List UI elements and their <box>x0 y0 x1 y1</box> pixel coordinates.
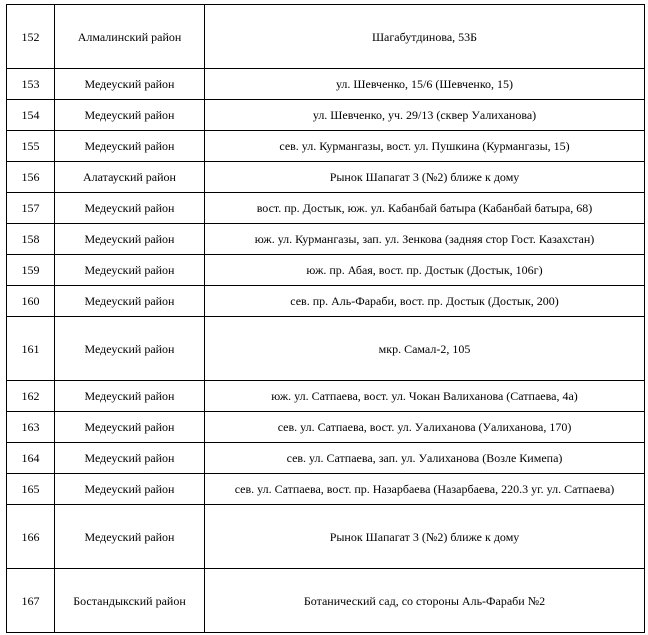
table-row <box>7 5 645 69</box>
address-cell: Шагабутдинова, 53Б <box>205 5 645 69</box>
row-number-cell: 165 <box>7 474 55 505</box>
address-cell: ул. Шевченко, 15/6 (Шевченко, 15) <box>205 69 645 100</box>
district-cell: Медеуский район <box>55 69 205 100</box>
district-cell: Медеуский район <box>55 474 205 505</box>
district-cell: Медеуский район <box>55 100 205 131</box>
table-row <box>7 474 645 505</box>
row-number-cell: 153 <box>7 69 55 100</box>
address-table <box>6 4 645 633</box>
district-cell: Алатауский район <box>55 162 205 193</box>
address-cell: юж. ул. Сатпаева, вост. ул. Чокан Валиханова (Сатпаева, 4а) <box>205 381 645 412</box>
row-number-cell: 164 <box>7 443 55 474</box>
table-row <box>7 100 645 131</box>
district-cell: Медеуский район <box>55 505 205 569</box>
district-cell: Медеуский район <box>55 286 205 317</box>
table-row <box>7 412 645 443</box>
row-number-cell: 158 <box>7 224 55 255</box>
address-cell: юж. пр. Абая, вост. пр. Достык (Достык, 106г) <box>205 255 645 286</box>
row-number-cell: 152 <box>7 5 55 69</box>
district-cell: Медеуский район <box>55 131 205 162</box>
address-cell: вост. пр. Достык, юж. ул. Кабанбай батыра (Кабанбай батыра, 68) <box>205 193 645 224</box>
table-row <box>7 286 645 317</box>
table-row <box>7 131 645 162</box>
row-number-cell: 167 <box>7 569 55 633</box>
address-cell: ул. Шевченко, уч. 29/13 (сквер Уалиханова) <box>205 100 645 131</box>
row-number-cell: 154 <box>7 100 55 131</box>
address-cell: сев. пр. Аль-Фараби, вост. пр. Достык (Достык, 200) <box>205 286 645 317</box>
table-row <box>7 317 645 381</box>
address-table-body <box>7 5 645 633</box>
district-cell: Медеуский район <box>55 381 205 412</box>
address-cell: сев. ул. Курмангазы, вост. ул. Пушкина (Курмангазы, 15) <box>205 131 645 162</box>
address-cell: мкр. Самал-2, 105 <box>205 317 645 381</box>
table-row <box>7 69 645 100</box>
row-number-cell: 161 <box>7 317 55 381</box>
district-cell: Медеуский район <box>55 412 205 443</box>
table-row <box>7 443 645 474</box>
address-cell: Рынок Шапагат 3 (№2) ближе к дому <box>205 162 645 193</box>
district-cell: Медеуский район <box>55 255 205 286</box>
address-cell: сев. ул. Сатпаева, вост. ул. Уалиханова (Уалиханова, 170) <box>205 412 645 443</box>
table-row <box>7 505 645 569</box>
district-cell: Алмалинский район <box>55 5 205 69</box>
table-row <box>7 255 645 286</box>
district-cell: Бостандыкский район <box>55 569 205 633</box>
row-number-cell: 160 <box>7 286 55 317</box>
table-row <box>7 381 645 412</box>
district-cell: Медеуский район <box>55 193 205 224</box>
row-number-cell: 163 <box>7 412 55 443</box>
table-row <box>7 162 645 193</box>
district-cell: Медеуский район <box>55 443 205 474</box>
table-row <box>7 193 645 224</box>
row-number-cell: 155 <box>7 131 55 162</box>
row-number-cell: 166 <box>7 505 55 569</box>
address-cell: юж. ул. Курмангазы, зап. ул. Зенкова (задняя стор Гост. Казахстан) <box>205 224 645 255</box>
row-number-cell: 159 <box>7 255 55 286</box>
district-cell: Медеуский район <box>55 224 205 255</box>
address-cell: сев. ул. Сатпаева, вост. пр. Назарбаева (Назарбаева, 220.3 уг. ул. Сатпаева) <box>205 474 645 505</box>
address-cell: Ботанический сад, со стороны Аль-Фараби №2 <box>205 569 645 633</box>
address-cell: Рынок Шапагат 3 (№2) ближе к дому <box>205 505 645 569</box>
district-cell: Медеуский район <box>55 317 205 381</box>
address-cell: сев. ул. Сатпаева, зап. ул. Уалиханова (Возле Кимепа) <box>205 443 645 474</box>
row-number-cell: 156 <box>7 162 55 193</box>
row-number-cell: 162 <box>7 381 55 412</box>
table-row <box>7 224 645 255</box>
table-row <box>7 569 645 633</box>
row-number-cell: 157 <box>7 193 55 224</box>
